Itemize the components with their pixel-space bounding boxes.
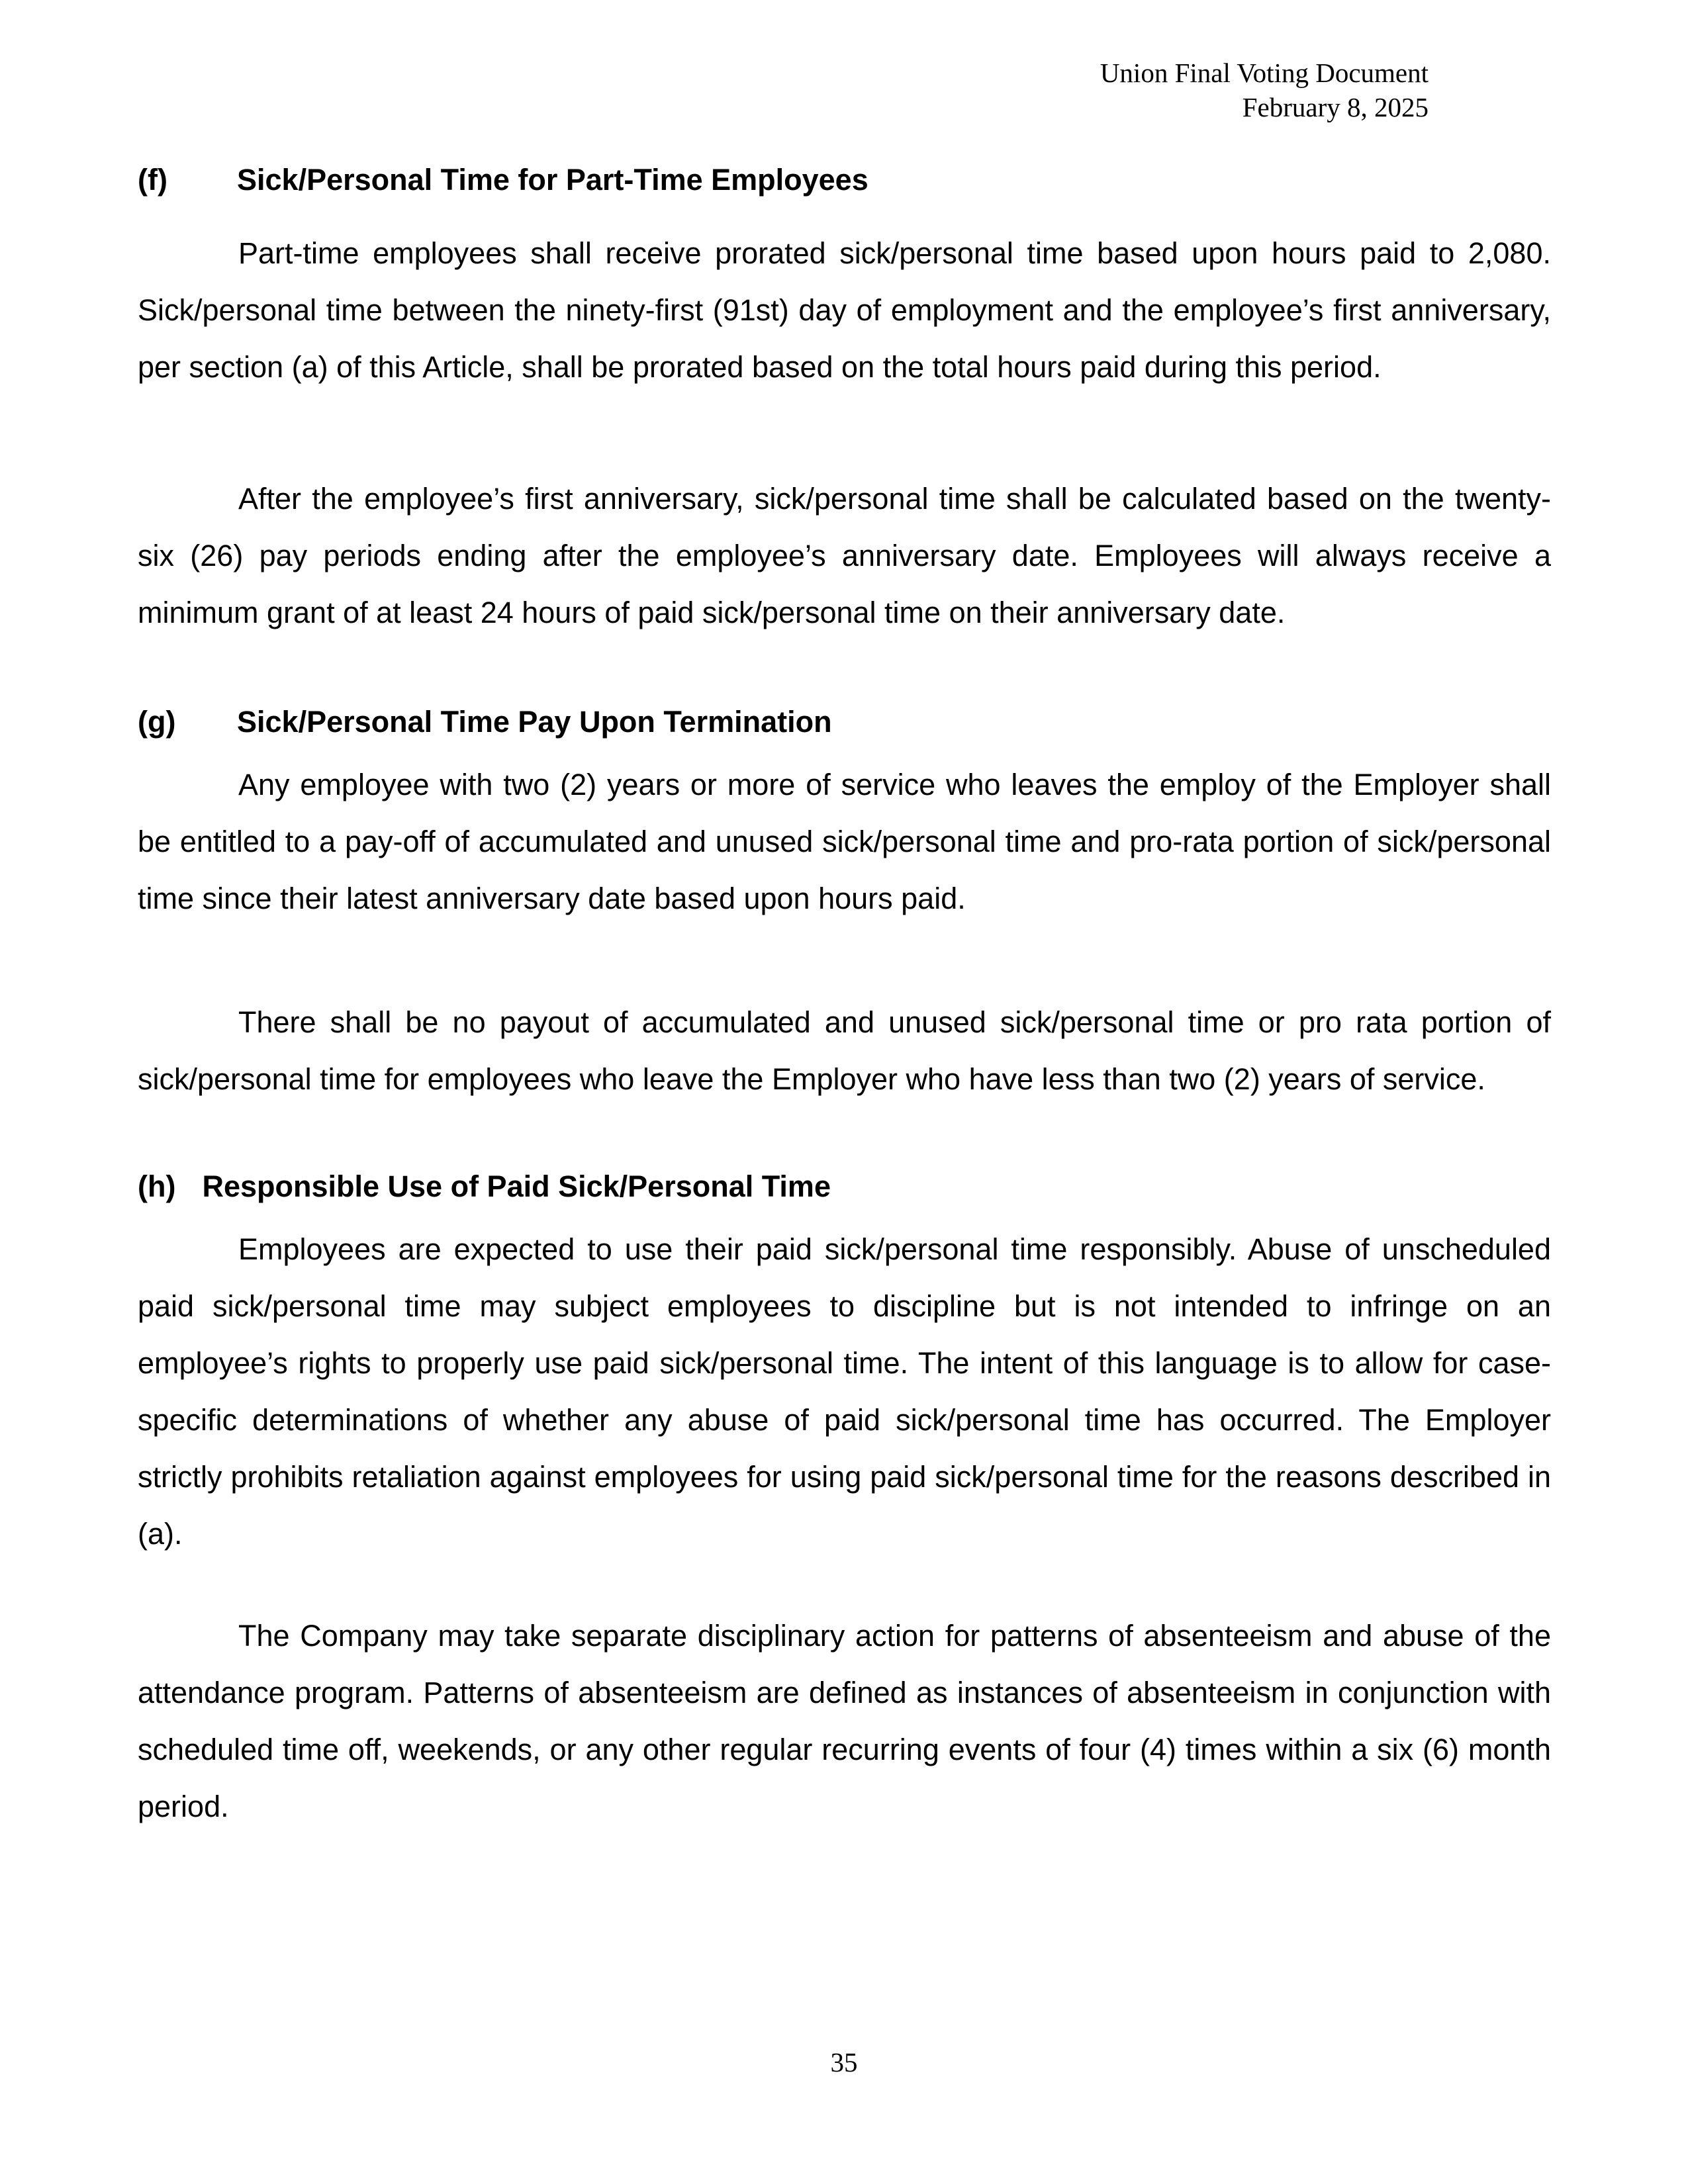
section-f-paragraph-2: After the employee’s first anniversary, sick/personal time shall be calculated based on the twenty-six (26) pay periods ending after the employee’s anniversary date. Employees will always receive a minimum grant of at least 24 hours of paid sick/personal time on their anniversary date.: [138, 482, 1551, 629]
document-body: [138, 152, 1551, 1835]
document-header: [1100, 56, 1429, 124]
section-h-title: Responsible Use of Paid Sick/Personal Time: [202, 1169, 831, 1203]
header-title: Union Final Voting Document: [1100, 58, 1429, 88]
section-g-paragraph-1: Any employee with two (2) years or more of service who leaves the employ of the Employer shall be entitled to a pay-off of accumulated and unused sick/personal time and pro-rata portion of sick/personal time since their latest anniversary date based upon hours paid.: [138, 768, 1551, 915]
section-g-title: Sick/Personal Time Pay Upon Termination: [237, 705, 832, 739]
section-g-heading: [138, 702, 1551, 742]
section-g-marker: (g): [138, 705, 176, 739]
section-h-heading: [138, 1167, 1551, 1206]
page-number: 35: [830, 2047, 858, 2077]
section-h-paragraph-2: The Company may take separate disciplinary action for patterns of absenteeism and abuse of the attendance program. Patterns of absenteeism are defined as instances of absenteeism in conjunction with scheduled time off, weekends, or any other regular recurring events of four (4) times within a six (6) month period.: [138, 1619, 1551, 1823]
section-f-heading: [138, 160, 1551, 200]
section-h-marker: (h): [138, 1169, 176, 1203]
section-h-paragraph-1: Employees are expected to use their paid sick/personal time responsibly. Abuse of unscheduled paid sick/personal time may subject employees to discipline but is not intended to infringe on an employee’s rights to properly use paid sick/personal time. The intent of this language is to allow for case-specific determinations of whether any abuse of paid sick/personal time has occurred. The Employer strictly prohibits retaliation against employees for using paid sick/personal time for the reasons described in (a).: [138, 1232, 1551, 1551]
section-f-title: Sick/Personal Time for Part-Time Employees: [237, 163, 868, 197]
section-f-paragraph-1: Part-time employees shall receive prorated sick/personal time based upon hours paid to 2,080. Sick/personal time between the ninety-first (91st) day of employment and the employee’s first anniversary, per section (a) of this Article, shall be prorated based on the total hours paid during this period.: [138, 236, 1551, 384]
section-g-paragraph-2: There shall be no payout of accumulated and unused sick/personal time or pro rata portion of sick/personal time for employees who leave the Employer who have less than two (2) years of service.: [138, 1005, 1551, 1096]
section-f-marker: (f): [138, 163, 167, 197]
header-date: February 8, 2025: [1242, 92, 1429, 122]
